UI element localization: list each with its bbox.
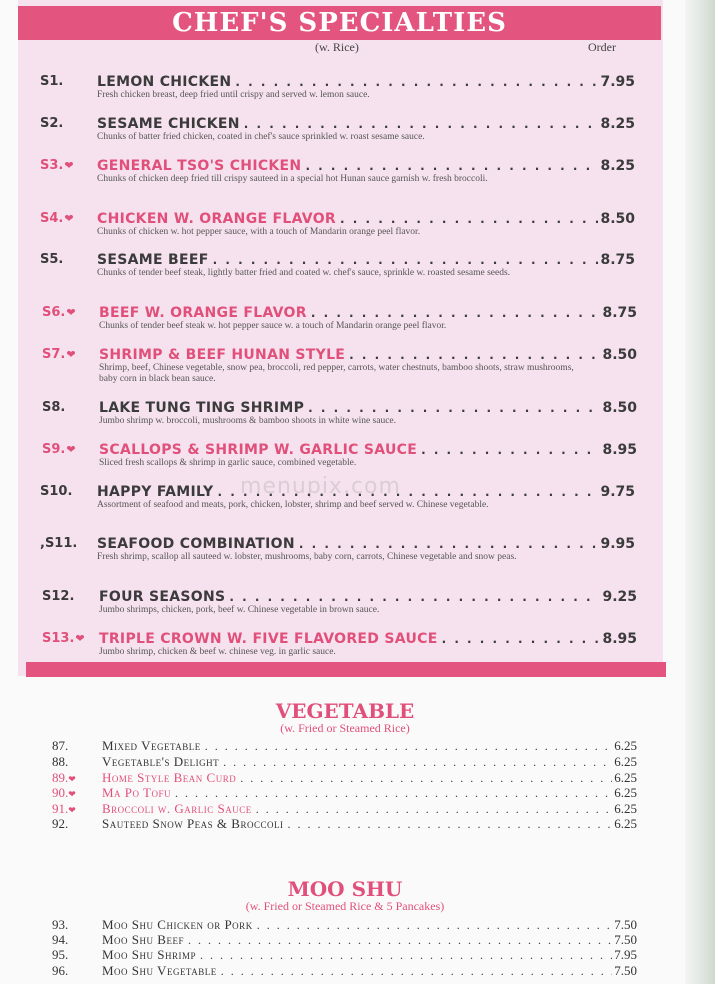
dot-leader bbox=[421, 443, 600, 457]
item-description: Chunks of chicken deep fried till crispy sauteed in a special hot Hunan sauce garnish w. fresh broccoli. bbox=[97, 174, 488, 184]
list-item bbox=[52, 801, 637, 817]
item-number-text: 94. bbox=[52, 932, 69, 947]
item-name: Home Style Bean Curd bbox=[102, 770, 237, 785]
item-name: Ma Po Tofu bbox=[102, 785, 171, 800]
item-price: 6.25 bbox=[614, 770, 637, 785]
vegetable-title: VEGETABLE bbox=[275, 699, 415, 723]
heart-icon: ❤ bbox=[75, 632, 85, 645]
list-item bbox=[52, 738, 637, 754]
item-number-text: S10. bbox=[40, 484, 73, 499]
item-line bbox=[102, 785, 637, 801]
dot-leader bbox=[235, 75, 598, 89]
item-line bbox=[97, 116, 635, 132]
item-number-text: S1. bbox=[40, 74, 64, 89]
item-number bbox=[52, 801, 100, 817]
item-line bbox=[99, 631, 637, 647]
item-number-text: S12. bbox=[42, 589, 75, 604]
item-line bbox=[99, 589, 637, 605]
heart-icon: ❤ bbox=[68, 789, 76, 799]
dot-leader bbox=[175, 786, 612, 801]
item-name: TRIPLE CROWN W. FIVE FLAVORED SAUCE bbox=[99, 631, 438, 647]
item-number bbox=[52, 917, 100, 933]
item-line bbox=[99, 442, 637, 458]
item-price: 8.25 bbox=[600, 116, 635, 132]
item-name: LEMON CHICKEN bbox=[97, 74, 232, 90]
item-number-text: 88. bbox=[52, 754, 69, 769]
item-price: 6.25 bbox=[614, 738, 637, 753]
item-number bbox=[42, 305, 98, 320]
item-number-text: S7. bbox=[42, 347, 66, 362]
list-item bbox=[52, 932, 637, 948]
list-item bbox=[52, 785, 637, 801]
list-item bbox=[52, 816, 637, 832]
item-number bbox=[40, 158, 96, 173]
specialties-panel bbox=[18, 0, 663, 676]
item-number bbox=[40, 74, 96, 89]
item-number bbox=[52, 947, 100, 963]
item-number bbox=[40, 211, 96, 226]
dot-leader bbox=[200, 948, 612, 963]
dot-leader bbox=[218, 485, 599, 499]
list-item bbox=[52, 963, 637, 979]
item-number-text: S6. bbox=[42, 305, 66, 320]
list-item bbox=[52, 754, 637, 770]
heart-icon: ❤ bbox=[64, 159, 74, 172]
item-line bbox=[102, 738, 637, 754]
item-number-text: S2. bbox=[40, 116, 64, 131]
order-label: Order bbox=[588, 40, 616, 54]
mooshu-title: MOO SHU bbox=[287, 877, 403, 901]
list-item bbox=[52, 947, 637, 963]
specialties-title-bar bbox=[18, 6, 661, 40]
item-number-text: 95. bbox=[52, 947, 69, 962]
mooshu-subtitle: (w. Fried or Steamed Rice & 5 Pancakes) bbox=[245, 899, 445, 913]
dot-leader bbox=[240, 771, 612, 786]
item-number-text: S3. bbox=[40, 158, 64, 173]
dot-leader bbox=[256, 802, 612, 817]
item-name: Sauteed Snow Peas & Broccoli bbox=[102, 816, 284, 831]
item-line bbox=[102, 932, 637, 948]
item-line bbox=[102, 801, 637, 817]
item-price: 7.95 bbox=[600, 74, 635, 90]
item-number-text: S4. bbox=[40, 211, 64, 226]
dot-leader bbox=[299, 537, 599, 551]
item-number bbox=[42, 347, 98, 362]
item-number-text: ,S11. bbox=[40, 536, 78, 551]
item-line bbox=[102, 963, 637, 979]
item-price: 6.25 bbox=[614, 801, 637, 816]
item-description: Fresh shrimp, scallop all sauteed w. lobster, mushrooms, baby corn, carrots, Chinese vegetable and snow peas. bbox=[97, 552, 517, 562]
item-name: SHRIMP & BEEF HUNAN STYLE bbox=[99, 347, 346, 363]
item-price: 7.50 bbox=[614, 963, 637, 978]
dot-leader bbox=[308, 401, 600, 415]
item-name: Moo Shu Shrimp bbox=[102, 947, 197, 962]
dot-leader bbox=[305, 159, 598, 173]
item-price: 8.75 bbox=[602, 305, 637, 321]
item-name: SEAFOOD COMBINATION bbox=[97, 536, 295, 552]
item-number-text: S13. bbox=[42, 631, 75, 646]
item-name: HAPPY FAMILY bbox=[97, 484, 214, 500]
item-description: Fresh chicken breast, deep fried until crispy and served w. lemon sauce. bbox=[97, 90, 370, 100]
item-price: 8.50 bbox=[602, 347, 637, 363]
item-price: 8.25 bbox=[600, 158, 635, 174]
item-price: 7.95 bbox=[614, 947, 637, 962]
item-name: GENERAL TSO'S CHICKEN bbox=[97, 158, 302, 174]
item-price: 6.25 bbox=[614, 816, 637, 831]
item-line bbox=[97, 158, 635, 174]
item-name: Vegetable's Delight bbox=[102, 754, 220, 769]
dot-leader bbox=[349, 348, 600, 362]
dot-leader bbox=[229, 590, 600, 604]
item-name: CHICKEN W. ORANGE FLAVOR bbox=[97, 211, 336, 227]
list-item bbox=[52, 917, 637, 933]
item-name: Moo Shu Chicken or Pork bbox=[102, 917, 253, 932]
item-line bbox=[97, 536, 635, 552]
item-line bbox=[102, 754, 637, 770]
dot-leader bbox=[213, 253, 599, 267]
dot-leader bbox=[205, 739, 613, 754]
item-number bbox=[40, 252, 96, 267]
dot-leader bbox=[221, 964, 613, 979]
item-line bbox=[99, 305, 637, 321]
item-description: Sliced fresh scallops & shrimp in garlic sauce, combined vegetable. bbox=[99, 458, 357, 468]
heart-icon: ❤ bbox=[66, 306, 76, 319]
heart-icon: ❤ bbox=[66, 443, 76, 456]
item-line bbox=[102, 770, 637, 786]
item-price: 9.95 bbox=[600, 536, 635, 552]
item-name: FOUR SEASONS bbox=[99, 589, 226, 605]
item-number bbox=[52, 770, 100, 786]
item-name: Broccoli w. Garlic Sauce bbox=[102, 801, 252, 816]
list-item bbox=[52, 770, 637, 786]
item-line bbox=[102, 917, 637, 933]
item-number bbox=[40, 116, 96, 131]
item-number bbox=[42, 442, 98, 457]
item-price: 7.50 bbox=[614, 932, 637, 947]
item-name: LAKE TUNG TING SHRIMP bbox=[99, 400, 305, 416]
item-number-text: S9. bbox=[42, 442, 66, 457]
item-line bbox=[102, 816, 637, 832]
dot-leader bbox=[257, 918, 613, 933]
item-number bbox=[52, 754, 100, 770]
item-line bbox=[102, 947, 637, 963]
item-number-text: 96. bbox=[52, 963, 69, 978]
specialties-title: CHEF'S SPECIALTIES bbox=[172, 8, 507, 38]
item-name: Moo Shu Vegetable bbox=[102, 963, 217, 978]
item-line bbox=[97, 252, 635, 268]
item-number-text: 89. bbox=[52, 770, 69, 785]
item-number bbox=[52, 816, 100, 832]
heart-icon: ❤ bbox=[64, 212, 74, 225]
dot-leader bbox=[244, 117, 599, 131]
watermark: menupix.com bbox=[240, 474, 401, 499]
dot-leader bbox=[311, 306, 601, 320]
dot-leader bbox=[442, 632, 601, 646]
item-line bbox=[97, 74, 635, 90]
item-name: Moo Shu Beef bbox=[102, 932, 184, 947]
item-number bbox=[52, 785, 100, 801]
item-description: Shrimp, beef, Chinese vegetable, snow pea, broccoli, red pepper, carrots, water chestnuts, bamboo shoots, straw mushrooms, baby corn in black bean sauce. bbox=[99, 363, 574, 384]
item-description: Chunks of chicken w. hot pepper sauce, with a touch of Mandarin orange peel flavor. bbox=[97, 227, 421, 237]
item-description: Chunks of batter fried chicken, coated in chef's sauce sprinkled w. roast sesame sauce. bbox=[97, 132, 425, 142]
item-number-text: S5. bbox=[40, 252, 64, 267]
item-number bbox=[40, 484, 96, 499]
item-price: 6.25 bbox=[614, 785, 637, 800]
heart-icon: ❤ bbox=[66, 348, 76, 361]
specialties-subtitle: (w. Rice) bbox=[315, 40, 359, 54]
item-description: Chunks of tender beef steak, lightly batter fried and coated w. chef's sauce, sprinkle w. roasted sesame seeds. bbox=[97, 268, 511, 278]
item-price: 8.75 bbox=[600, 252, 635, 268]
item-price: 7.50 bbox=[614, 917, 637, 932]
item-number bbox=[42, 631, 98, 646]
item-price: 9.75 bbox=[600, 484, 635, 500]
item-name: SESAME BEEF bbox=[97, 252, 209, 268]
item-line bbox=[97, 211, 635, 227]
item-price: 9.25 bbox=[602, 589, 637, 605]
item-name: Mixed Vegetable bbox=[102, 738, 201, 753]
item-number bbox=[52, 738, 100, 754]
item-price: 8.95 bbox=[602, 631, 637, 647]
item-price: 6.25 bbox=[614, 754, 637, 769]
item-description: Assortment of seafood and meats, pork, chicken, lobster, shrimp and beef served w. Chinese vegetable. bbox=[97, 500, 489, 510]
heart-icon: ❤ bbox=[68, 805, 76, 815]
dot-leader bbox=[188, 933, 612, 948]
item-number-text: S8. bbox=[42, 400, 66, 415]
item-price: 8.95 bbox=[602, 442, 637, 458]
item-price: 8.50 bbox=[602, 400, 637, 416]
vegetable-subtitle: (w. Fried or Steamed Rice) bbox=[280, 721, 410, 735]
item-name: BEEF W. ORANGE FLAVOR bbox=[99, 305, 307, 321]
item-number-text: 93. bbox=[52, 917, 69, 932]
item-line bbox=[97, 484, 635, 500]
dot-leader bbox=[340, 212, 598, 226]
item-line bbox=[99, 400, 637, 416]
item-number bbox=[42, 400, 98, 415]
item-description: Jumbo shrimps, chicken, pork, beef w. Chinese vegetable in brown sauce. bbox=[99, 605, 380, 615]
item-number-text: 92. bbox=[52, 816, 69, 831]
item-number bbox=[52, 963, 100, 979]
item-description: Chunks of tender beef steak w. hot pepper sauce w. a touch of Mandarin orange peel flavor. bbox=[99, 321, 447, 331]
specialties-bottom-bar bbox=[26, 662, 666, 677]
item-number bbox=[40, 536, 96, 551]
item-number bbox=[52, 932, 100, 948]
item-price: 8.50 bbox=[600, 211, 635, 227]
heart-icon: ❤ bbox=[68, 774, 76, 784]
item-description: Jumbo shrimp w. broccoli, mushrooms & bamboo shoots in white wine sauce. bbox=[99, 416, 397, 426]
item-number-text: 87. bbox=[52, 738, 69, 753]
item-number bbox=[42, 589, 98, 604]
item-number-text: 90. bbox=[52, 785, 69, 800]
dot-leader bbox=[223, 755, 612, 770]
item-name: SCALLOPS & SHRIMP W. GARLIC SAUCE bbox=[99, 442, 418, 458]
item-description: Jumbo shrimp, chicken & beef w. chinese veg. in garlic sauce. bbox=[99, 647, 336, 657]
item-name: SESAME CHICKEN bbox=[97, 116, 240, 132]
page-edge bbox=[685, 0, 715, 984]
item-number-text: 91. bbox=[52, 801, 69, 816]
item-line bbox=[99, 347, 637, 363]
dot-leader bbox=[287, 817, 612, 832]
